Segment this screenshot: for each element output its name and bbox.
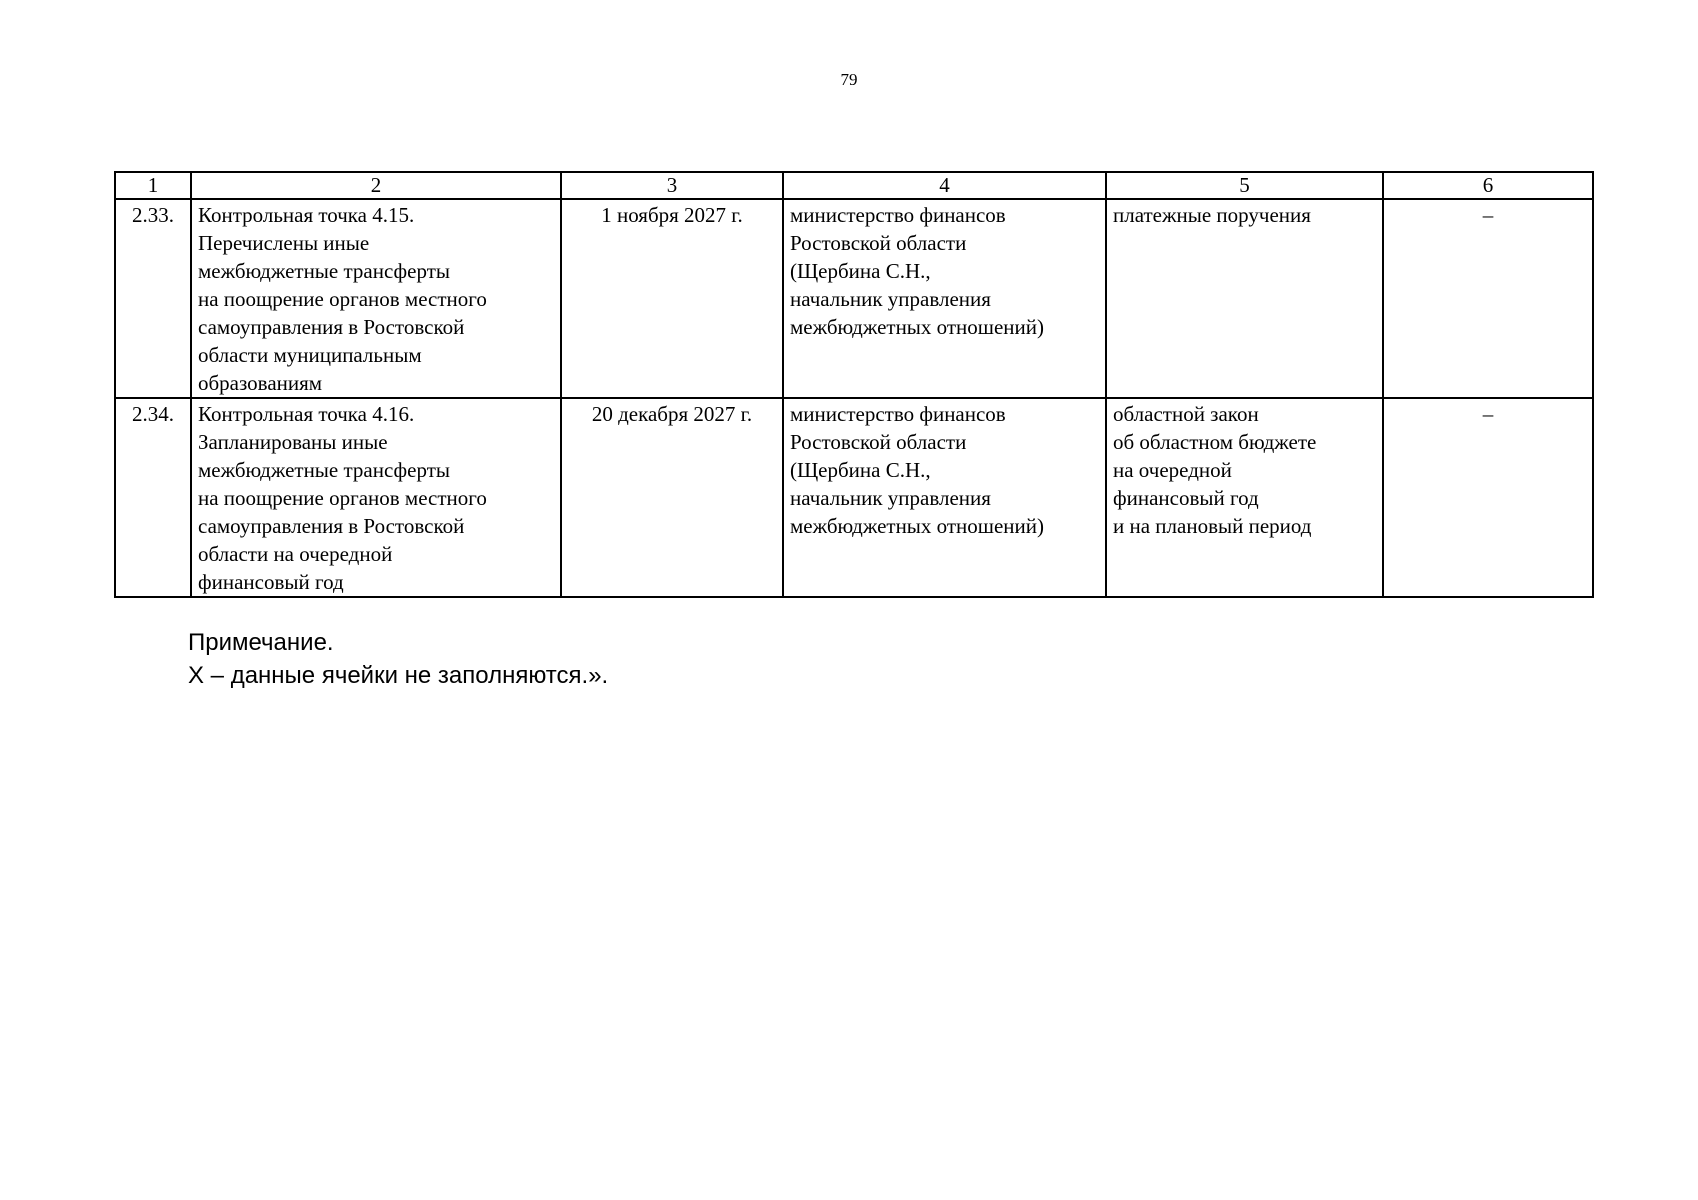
row-number: 2.33.: [115, 199, 191, 398]
header-cell: 6: [1383, 172, 1593, 199]
row-number: 2.34.: [115, 398, 191, 597]
row-description: Контрольная точка 4.15. Перечислены иные межбюджетные трансферты на поощрение органов местного самоуправления в Ростовской области муниципальным образованиям: [191, 199, 561, 398]
row-date: 20 декабря 2027 г.: [561, 398, 783, 597]
note-text: Х – данные ячейки не заполняются.».: [188, 662, 609, 689]
row-responsible: министерство финансов Ростовской области (Щербина С.Н., начальник управления межбюджетных отношений): [783, 398, 1106, 597]
table-row: [115, 199, 1593, 398]
note-block: [188, 626, 608, 692]
note-title: Примечание.: [188, 629, 334, 656]
table-row: [115, 398, 1593, 597]
table-header-row: [115, 172, 1593, 199]
header-cell: 2: [191, 172, 561, 199]
row-document: платежные поручения: [1106, 199, 1383, 398]
header-cell: 1: [115, 172, 191, 199]
page-number: 79: [840, 70, 858, 89]
row-date: 1 ноября 2027 г.: [561, 199, 783, 398]
control-points-table: [114, 171, 1594, 598]
row-description: Контрольная точка 4.16. Запланированы иные межбюджетные трансферты на поощрение органов местного самоуправления в Ростовской области на очередной финансовый год: [191, 398, 561, 597]
header-cell: 3: [561, 172, 783, 199]
row-document: областной закон об областном бюджете на очередной финансовый год и на плановый период: [1106, 398, 1383, 597]
header-cell: 4: [783, 172, 1106, 199]
row-col6: –: [1383, 398, 1593, 597]
header-cell: 5: [1106, 172, 1383, 199]
row-col6: –: [1383, 199, 1593, 398]
row-responsible: министерство финансов Ростовской области (Щербина С.Н., начальник управления межбюджетных отношений): [783, 199, 1106, 398]
